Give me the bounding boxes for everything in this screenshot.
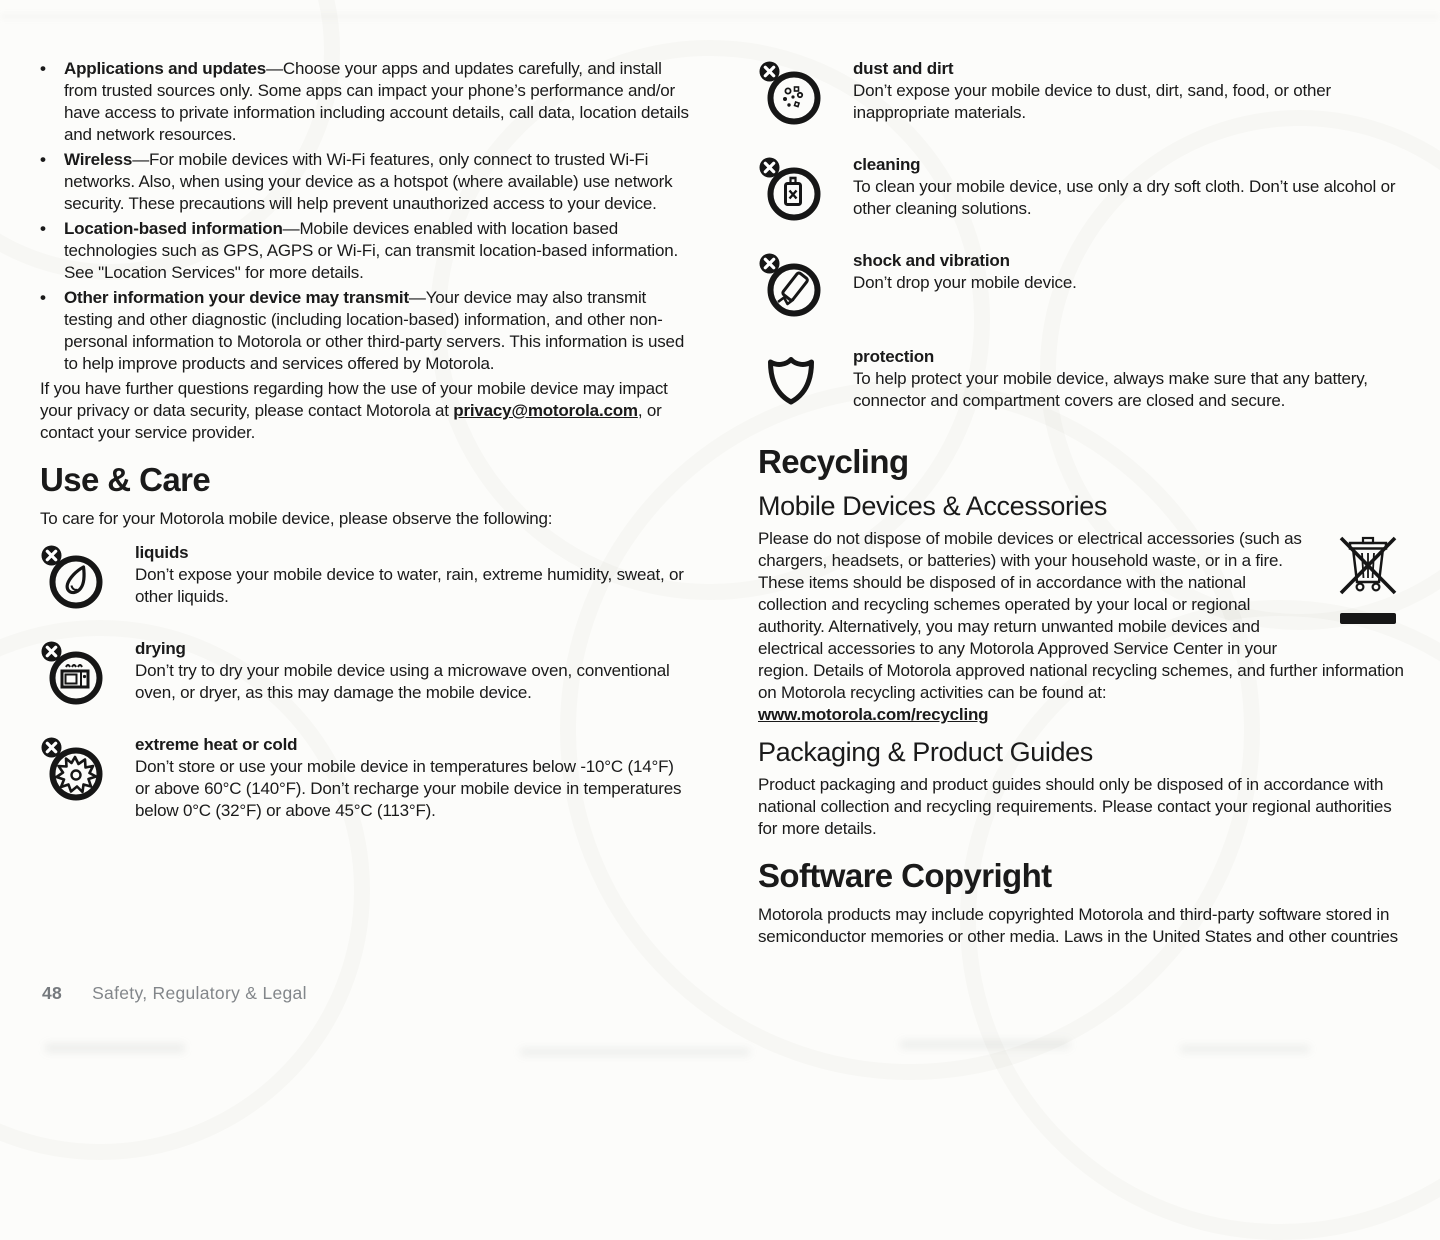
- bullet-applications-updates: [40, 58, 692, 146]
- software-copyright-heading: Software Copyright: [758, 857, 1052, 894]
- scan-smudge: [1180, 1045, 1310, 1053]
- privacy-text-before: If you have further questions regarding how the use of your mobile device may impact your privacy or data security, please contact Motorola at: [40, 379, 668, 420]
- care-item-liquids: [40, 542, 692, 610]
- page-footer: [42, 982, 307, 1004]
- privacy-email-link[interactable]: privacy@motorola.com: [453, 401, 638, 420]
- privacy-bullet-list: [40, 58, 692, 375]
- cleaning-icon: [758, 154, 853, 222]
- bullet-wireless: [40, 149, 692, 215]
- care-item-title: extreme heat or cold: [135, 735, 298, 754]
- use-care-heading: Use & Care: [40, 461, 211, 498]
- bullet-text: —Mobile devices enabled with location based technologies such as GPS, AGPS or Wi-Fi, can transmit location-based information. See "Location Services" for more details.: [64, 219, 679, 282]
- care-item-text: Don’t try to dry your mobile device using a microwave oven, conventional oven, or dryer, as this may damage the mobile device.: [135, 661, 670, 702]
- care-item-text: To help protect your mobile device, always make sure that any battery, connector and compartment covers are closed and secure.: [853, 369, 1368, 410]
- care-item-title: dust and dirt: [853, 59, 954, 78]
- scan-smudge: [900, 1040, 1070, 1049]
- care-item-title: shock and vibration: [853, 251, 1010, 270]
- bullet-location-based: [40, 218, 692, 284]
- packaging-paragraph: Product packaging and product guides should only be disposed of in accordance with national collection and recycling requirements. Please contact your regional authorities for more details.: [758, 775, 1392, 838]
- care-item-title: protection: [853, 347, 935, 366]
- packaging-product-guides-heading: Packaging & Product Guides: [758, 737, 1093, 767]
- privacy-text-after: , or contact your service provider.: [40, 401, 662, 442]
- right-column: [758, 58, 1406, 952]
- use-care-intro: To care for your Motorola mobile device, please observe the following:: [40, 509, 553, 528]
- extreme-heat-icon: [40, 734, 135, 822]
- bullet-title: Other information your device may transmit: [64, 288, 409, 307]
- privacy-contact-paragraph: [40, 378, 692, 444]
- dust-icon: [758, 58, 853, 126]
- care-item-text: Don’t expose your mobile device to water, rain, extreme humidity, sweat, or other liquids.: [135, 565, 684, 606]
- drying-icon: [40, 638, 135, 706]
- bullet-text: —Your device may also transmit testing and other diagnostic (including location-based) information, and other non-personal information to Motorola or other third-party servers. This information is used to help improve products and services offered by Motorola.: [64, 288, 685, 373]
- scan-smudge: [45, 1043, 185, 1053]
- recycling-heading: Recycling: [758, 443, 909, 480]
- bullet-title: Applications and updates: [64, 59, 267, 78]
- bullet-title: Location-based information: [64, 219, 283, 238]
- shock-icon: [758, 250, 853, 318]
- care-item-drying: [40, 638, 692, 706]
- weee-bar: [1340, 613, 1396, 624]
- left-column: [40, 58, 692, 850]
- care-item-protection: [758, 346, 1406, 414]
- protection-shield-icon: [758, 346, 853, 414]
- care-item-text: Don’t store or use your mobile device in temperatures below -10°C (14°F) or above 60°C (140°F). Don’t recharge your mobile device in temperatures below 0°C (32°F) or above 45°C (113°F).: [135, 757, 682, 820]
- bullet-text: —For mobile devices with Wi-Fi features, only connect to trusted Wi-Fi networks. Also, when using your device as a hotspot (where available) use network security. These precautions will help prevent unauthorized access to your device.: [64, 150, 673, 213]
- scan-smudge: [0, 14, 1440, 19]
- bullet-title: Wireless: [64, 150, 133, 169]
- bullet-other-information: [40, 287, 692, 375]
- footer-section-title: Safety, Regulatory & Legal: [92, 983, 307, 1003]
- care-item-extreme-heat: [40, 734, 692, 822]
- mobile-devices-accessories-heading: Mobile Devices & Accessories: [758, 491, 1107, 521]
- page-number: 48: [42, 983, 63, 1003]
- care-item-cleaning: [758, 154, 1406, 222]
- care-item-text: Don’t expose your mobile device to dust, dirt, sand, food, or other inappropriate materials.: [853, 81, 1331, 122]
- bullet-text: —Choose your apps and updates carefully, and install from trusted sources only. Some apps can impact your phone’s performance and/or have access to private information including account details, call data, location details and network resources.: [64, 59, 689, 144]
- care-item-title: drying: [135, 639, 186, 658]
- care-item-dust: [758, 58, 1406, 126]
- care-item-shock: [758, 250, 1406, 318]
- care-item-title: cleaning: [853, 155, 921, 174]
- recycling-url-link[interactable]: www.motorola.com/recycling: [758, 705, 989, 724]
- care-item-text: Don’t drop your mobile device.: [853, 273, 1077, 292]
- care-item-text: To clean your mobile device, use only a dry soft cloth. Don’t use alcohol or other cleaning solutions.: [853, 177, 1396, 218]
- software-copyright-paragraph: Motorola products may include copyrighted Motorola and third-party software stored in semiconductor memories or other media. Laws in the United States and other countries: [758, 905, 1398, 946]
- scan-smudge: [520, 1048, 750, 1056]
- care-item-title: liquids: [135, 543, 189, 562]
- weee-crossed-bin-icon: [1330, 530, 1406, 624]
- mobile-devices-paragraph: [758, 528, 1406, 704]
- liquids-icon: [40, 542, 135, 610]
- mobile-devices-text: Please do not dispose of mobile devices or electrical accessories (such as chargers, headsets, or batteries) with your household waste, or in a fire. These items should be disposed of in accordance with the national collection and recycling schemes operated by your local or regional authority. Alternatively, you may return unwanted mobile devices and electrical accessories to any Motorola Approved Service Center in your region. Details of Motorola approved national recycling schemes, and further information on Motorola recycling activities can be found at:: [758, 529, 1404, 702]
